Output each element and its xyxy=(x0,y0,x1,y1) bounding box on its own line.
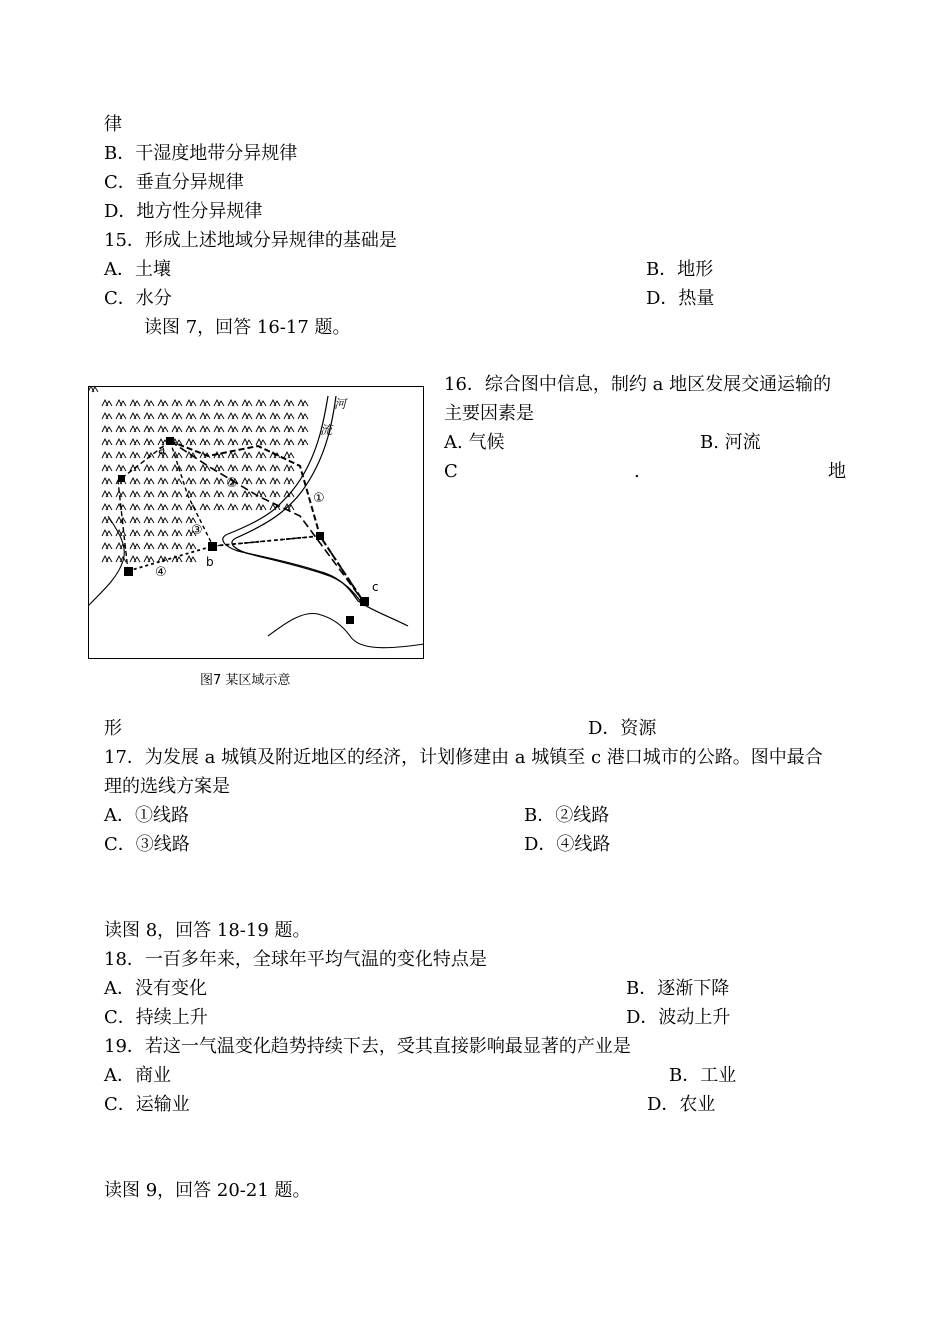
question-18: 18．一百多年来，全球年平均气温的变化特点是 xyxy=(104,949,487,970)
q16-option-c-letter: C xyxy=(444,461,458,482)
q16-option-c-dot: . xyxy=(634,461,640,482)
option-d: D．地方性分异规律 xyxy=(104,201,263,222)
town-b-label: b xyxy=(206,555,214,569)
q19-option-a: A．商业 xyxy=(104,1065,171,1086)
q16-option-c-word2: 形 xyxy=(104,718,122,739)
town-mid xyxy=(316,532,324,540)
option-b: B．干湿度地带分异规律 xyxy=(104,143,298,164)
town-a-label: a xyxy=(158,443,166,457)
q16-option-a: A. 气候 xyxy=(444,432,505,453)
route-2-label: ② xyxy=(226,476,238,491)
read-figure-9: 读图 9，回答 20-21 题。 xyxy=(104,1180,311,1201)
q16-option-b: B. 河流 xyxy=(700,432,761,453)
town-c xyxy=(360,597,369,606)
q17-option-a: A．①线路 xyxy=(104,805,189,826)
question-16-line2: 主要因素是 xyxy=(444,403,534,424)
q15-option-a: A．土壤 xyxy=(104,259,171,280)
route-4-label: ④ xyxy=(155,565,167,580)
town-west xyxy=(124,567,133,576)
route-3-label: ③ xyxy=(191,523,203,538)
q17-option-c: C．③线路 xyxy=(104,834,190,855)
town-nw xyxy=(118,475,125,482)
q15-option-d: D．热量 xyxy=(646,288,715,309)
q16-option-d: D．资源 xyxy=(588,718,657,739)
q19-option-c: C．运输业 xyxy=(104,1094,190,1115)
q18-option-d: D．波动上升 xyxy=(626,1007,731,1028)
figure-caption: 图7 某区域示意 xyxy=(200,673,291,688)
text-line: 律 xyxy=(104,114,122,135)
question-19: 19．若这一气温变化趋势持续下去，受其直接影响最显著的产业是 xyxy=(104,1036,631,1057)
option-c: C．垂直分异规律 xyxy=(104,172,244,193)
town-c-label: c xyxy=(372,580,379,594)
town-a xyxy=(166,437,174,445)
question-15: 15．形成上述地域分异规律的基础是 xyxy=(104,230,397,251)
town-b xyxy=(208,542,217,551)
region-map-figure xyxy=(88,386,424,659)
q15-option-b: B．地形 xyxy=(646,259,714,280)
q19-option-b: B．工业 xyxy=(669,1065,737,1086)
q17-option-d: D．④线路 xyxy=(524,834,611,855)
read-figure-7: 读图 7，回答 16-17 题。 xyxy=(144,317,351,338)
q18-option-c: C．持续上升 xyxy=(104,1007,208,1028)
town-south xyxy=(346,616,354,624)
question-17-line2: 理的选线方案是 xyxy=(104,776,230,797)
question-17-line1: 17．为发展 a 城镇及附近地区的经济，计划修建由 a 城镇至 c 港口城市的公路。图中最合 xyxy=(104,747,823,768)
route-1-label: ① xyxy=(313,491,325,506)
q15-option-c: C．水分 xyxy=(104,288,172,309)
river-label-1: 河 xyxy=(334,397,347,411)
question-16-line1: 16．综合图中信息，制约 a 地区发展交通运输的 xyxy=(444,374,832,395)
q18-option-a: A．没有变化 xyxy=(104,978,207,999)
river-label-2: 流 xyxy=(320,423,333,437)
read-figure-8: 读图 8，回答 18-19 题。 xyxy=(104,920,311,941)
q19-option-d: D．农业 xyxy=(647,1094,716,1115)
q18-option-b: B．逐渐下降 xyxy=(626,978,730,999)
q17-option-b: B．②线路 xyxy=(524,805,610,826)
q16-option-c-word1: 地 xyxy=(828,461,846,482)
